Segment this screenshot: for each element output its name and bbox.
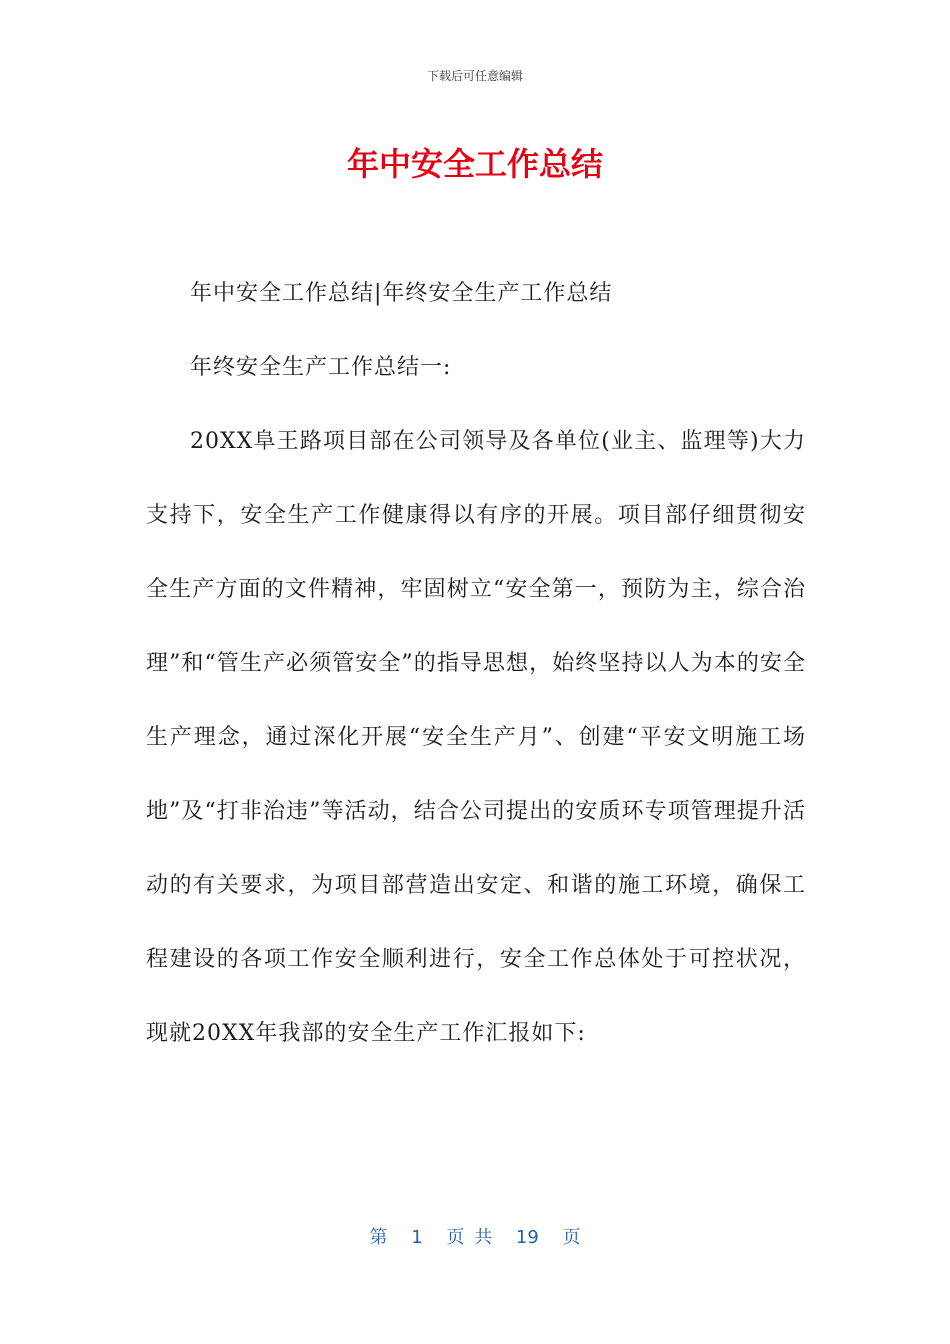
page-footer [0, 1226, 950, 1250]
document-body [146, 272, 806, 1101]
footer-prefix: 第 [369, 1227, 388, 1248]
paragraph-section-heading: 年终安全生产工作总结一: [190, 355, 452, 380]
footer-total-pages: 19 [515, 1227, 539, 1248]
paragraph-subtitle: 年中安全工作总结|年终安全生产工作总结 [190, 281, 613, 306]
footer-suffix: 页 [562, 1227, 581, 1248]
paragraph-body: 20XX阜王路项目部在公司领导及各单位(业主、监理等)大力支持下，安全生产工作健康得以有序的开展。项目部仔细贯彻安全生产方面的文件精神，牢固树立“安全第一，预防为主，综合治理”和“管生产必须管安全”的指导思想，始终坚持以人为本的安全生产理念，通过深化开展“安全生产月”、创建“平安文明施工场地”及“打非治违”等活动，结合公司提出的安质环专项管理提升活动的有关要求，为项目部营造出安定、和谐的施工环境，确保工程建设的各项工作安全顺利进行，安全工作总体处于可控状况，现就20XX年我部的安全生产工作汇报如下: [146, 429, 806, 1046]
page-header-note: 下载后可任意编辑 [426, 69, 523, 83]
footer-middle: 页 共 [446, 1227, 493, 1248]
document-title: 年中安全工作总结 [346, 145, 603, 183]
footer-current-page: 1 [411, 1227, 423, 1248]
